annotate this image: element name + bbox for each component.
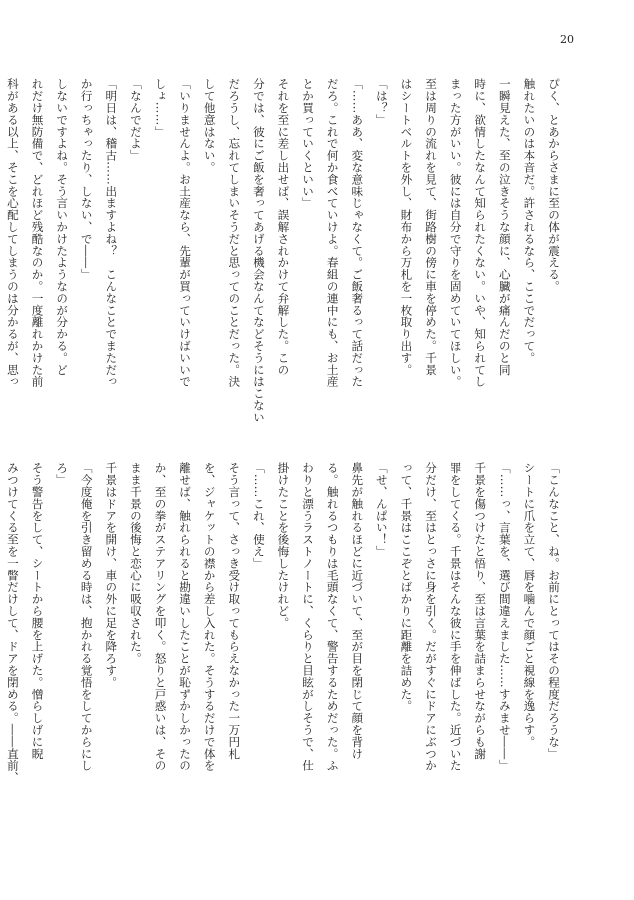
- text-line: か行っちゃったり、しない、で――」: [79, 78, 94, 281]
- text-line: 「せ、んぱい！」: [374, 462, 389, 558]
- text-line: 「いりませんよ。お土産なら、先輩が買っていけばいいで: [178, 78, 193, 388]
- text-line: して他意はない。: [202, 78, 217, 174]
- text-line: を、ジャケットの襟から差し入れた。そうするだけで体を: [202, 462, 217, 772]
- text-line: とか買っていくといい」: [301, 78, 316, 209]
- text-line: 「明日は、稽古……出ますよね？ こんなことでまただっ: [104, 78, 119, 388]
- text-line: 千景はドアを開け、車の外に足を降ろす。: [104, 462, 119, 689]
- text-line: そう警告をして、シートから腰を上げた。憎らしげに睨: [30, 462, 45, 760]
- text-line: 分では、彼にご飯を奢ってあげる機会なんてなどそうにはこない: [251, 78, 266, 424]
- text-line: 「こんなこと、ね。お前にとってはその程度だろうな」: [547, 462, 561, 760]
- top-text-block: [0, 78, 566, 438]
- text-line: だろうし、忘れてしまいそうだと思ってのことだった。決: [227, 78, 242, 388]
- text-line: 「今度俺を引き留める時は、抱かれる覚悟をしてからにし: [79, 462, 94, 772]
- text-line: はシートベルトを外し、財布から万札を一枚取り出す。: [399, 78, 414, 376]
- text-line: 「……っ、言葉を、選び間違えました……すみませ――」: [497, 462, 512, 772]
- text-line: 分だけ、至はとっさに身を引く。だがすぐにドアにぶつか: [424, 462, 439, 772]
- text-line: 触れたいのは本音だ。許されるなら、ここでだって。: [522, 78, 537, 364]
- text-line: 「……これ、使え」: [251, 462, 266, 570]
- text-line: 「……ああ、変な意味じゃなくて。ご飯奢るって話だった: [350, 78, 365, 388]
- text-line: みつけてくる至を一瞥だけして、ドアを閉める。――直前、: [5, 462, 20, 784]
- text-line: 一瞬見えた、至の泣きそうな顔に、心臓が痛んだのと同: [497, 78, 512, 376]
- text-line: って、千景はここぞとばかりに距離を詰めた。: [399, 462, 414, 712]
- text-line: か、至の拳がステアリングを叩く。怒りと戸惑いは、その: [153, 462, 168, 772]
- text-line: しょ……」: [153, 78, 168, 138]
- text-line: シートに爪を立て、唇を噛んで顔ごと視線を逸らす。: [522, 462, 537, 748]
- text-line: だろ。これで何か食べていけよ。春組の連中にも、お土産: [325, 78, 340, 388]
- text-line: 掛けたことを後悔したけれど。: [276, 462, 291, 629]
- text-line: わりと漂うラストノートに、くらりと目眩がしそうで、仕: [301, 462, 316, 772]
- text-line: 科がある以上、そこを心配してしまうのは分かるが、思っ: [5, 78, 20, 388]
- text-line: そう言って、さっき受け取ってもらえなかった一万円札: [227, 462, 242, 760]
- bottom-text-block: [0, 462, 566, 832]
- text-line: れだけ無防備で、どれほど残酷なのか。一度離れかけた前: [30, 78, 45, 388]
- text-line: る。触れるつもりは毛頭なくて、警告するためだった。ふ: [325, 462, 340, 772]
- text-line: それを至に差し出せば、誤解されかけて弁解した。この: [276, 78, 291, 376]
- text-line: まま千景の後悔と恋心に吸収された。: [128, 462, 143, 665]
- text-line: 千景を傷つけたと悟り、至は言葉を詰まらせながらも謝: [473, 462, 488, 760]
- text-line: 時に、欲情したなんて知られたくない。いや、知られてし: [473, 78, 488, 388]
- text-line: しないですよね。そう言いかけたようなのが分かる。ど: [55, 78, 70, 376]
- text-line: ぴく、とあからさまに至の体が震える。: [547, 78, 561, 293]
- text-line: 鼻先が触れるほどに近づいて、至が目を閉じて顔を背け: [350, 462, 365, 760]
- text-line: まった方がいい。彼には自分で守りを固めていてほしい。: [448, 78, 463, 388]
- text-line: ろ」: [55, 462, 70, 486]
- text-line: 離せば、触れられると勘違いしたことが恥ずかしかったの: [178, 462, 193, 772]
- text-line: 至は周りの流れを見て、街路樹の傍に車を停めた。千景: [424, 78, 439, 376]
- text-line: 「は？」: [374, 78, 389, 126]
- text-line: 罪をしてくる。千景はそんな彼に手を伸ばした。近づいた: [448, 462, 463, 772]
- page-number: 20: [560, 33, 574, 46]
- text-line: 「なんでだよ」: [128, 78, 143, 162]
